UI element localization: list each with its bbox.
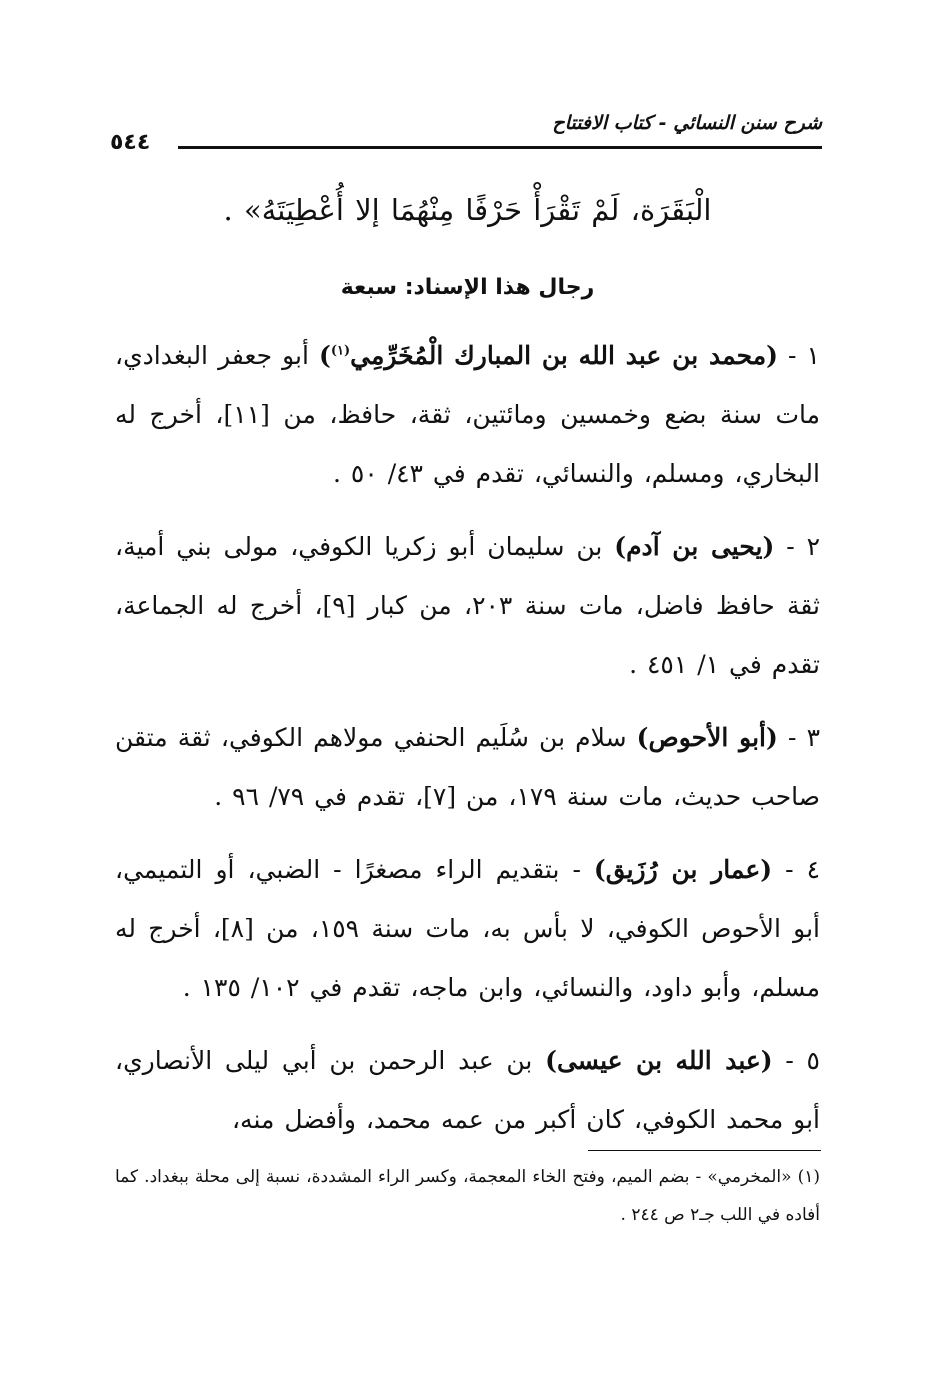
narrator-name: (أبو الأحوص) [636, 723, 778, 752]
entry-text: بن عبد الرحمن بن أبي ليلى الأنصاري، أبو محمد الكوفي، كان أكبر من عمه محمد، وأفضل منه، [115, 1046, 820, 1134]
narrator-name: (عبد الله بن عيسى) [545, 1046, 773, 1075]
entry-number: ٣ - [787, 723, 820, 752]
narrator-entry [115, 326, 820, 503]
entry-number: ٤ - [785, 855, 820, 884]
footnote [115, 1158, 820, 1234]
running-header [110, 108, 822, 158]
narrator-entry [115, 840, 820, 1017]
footnote-separator [588, 1150, 821, 1151]
narrator-entry [115, 1031, 820, 1149]
footnote-text: «المخرمي» - بضم الميم، وفتح الخاء المعجمة، وكسر الراء المشددة، نسبة إلى محلة ببغداد. كما أفاده في اللب جـ٢ ص ٢٤٤ . [115, 1167, 820, 1225]
entry-text: بن سليمان أبو زكريا الكوفي، مولى بني أمية، ثقة حافظ فاضل، مات سنة ٢٠٣، من كبار [٩]، أخرج له الجماعة، تقدم في ١/ ٤٥١ . [115, 532, 820, 679]
narrator-name: (يحيى بن آدم) [614, 532, 775, 561]
continuation-line: الْبَقَرَة، لَمْ تَقْرَأْ حَرْفًا مِنْهُمَا إلا أُعْطِيَتَهُ» . [223, 193, 712, 227]
narrator-name-close: ) [319, 341, 331, 370]
entry-number: ٥ - [785, 1046, 820, 1075]
entry-number: ١ - [788, 341, 820, 370]
entry-text: أبو جعفر البغدادي، مات سنة بضع وخمسين ومائتين، ثقة، حافظ، من [١١]، أخرج له البخاري، ومسلم، والنسائي، تقدم في ٤٣/ ٥٠ . [115, 341, 820, 488]
narrator-entry [115, 708, 820, 826]
narrator-name-text: (محمد بن عبد الله بن المبارك الْمُخَرِّمِي [350, 341, 778, 370]
footnotes [115, 1158, 820, 1234]
footnote-marker: (١) [797, 1167, 820, 1187]
entry-number: ٢ - [786, 532, 820, 561]
narrator-name: (عمار بن رُزَيق) [593, 855, 773, 884]
header-rule [178, 146, 822, 149]
narrator-name [319, 341, 778, 370]
page-number: ٥٤٤ [110, 130, 151, 155]
narrator-list [115, 326, 820, 1163]
narrator-entry [115, 517, 820, 694]
entry-text: - بتقديم الراء مصغرًا - الضبي، أو التميمي، أبو الأحوص الكوفي، لا بأس به، مات سنة ١٥٩، من [٨]، أخرج له مسلم، وأبو داود، والنسائي، وابن ماجه، تقدم في ١٠٢/ ١٣٥ . [115, 855, 820, 1002]
section-heading: رجال هذا الإسناد: سبعة [340, 275, 595, 300]
entry-text: سلام بن سُلَيم الحنفي مولاهم الكوفي، ثقة متقن صاحب حديث، مات سنة ١٧٩، من [٧]، تقدم في ٧٩/ ٩٦ . [115, 723, 820, 811]
running-title: شرح سنن النسائي - كتاب الافتتاح [552, 112, 822, 134]
footnote-reference: (١) [330, 343, 351, 359]
